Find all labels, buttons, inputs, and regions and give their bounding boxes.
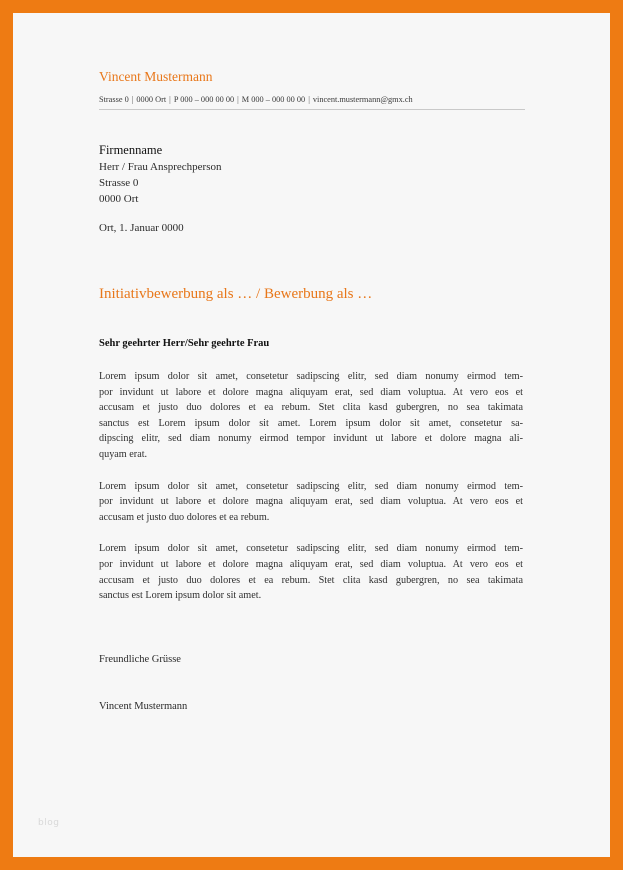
body-paragraph [99,479,523,526]
contact-separator: | [308,95,310,104]
body-paragraph [99,369,523,463]
paragraph-line: sanctus est Lorem ipsum dolor sit amet. Lorem ipsum dolor sit amet, consetetur sa- [99,417,523,429]
sender-name: Vincent Mustermann [99,69,213,84]
contact-mobile: M 000 – 000 00 00 [241,95,306,104]
paragraph-line: por invidunt ut labore et dolore magna aliquyam erat, sed diam voluptua. At vero eos et [99,496,523,508]
letter-date: Ort, 1. Januar 0000 [99,222,184,234]
paragraph-line: sanctus est Lorem ipsum dolor sit amet. [99,590,262,602]
salutation: Sehr geehrter Herr/Sehr geehrte Frau [99,338,270,349]
paragraph-line: accusam et justo duo dolores et ea rebum. Stet clita kasd gubergren, no sea takimata [99,402,523,414]
closing-phrase: Freundliche Grüsse [99,654,181,665]
recipient-address [99,141,222,207]
recipient-person: Herr / Frau Ansprechperson [99,161,222,173]
paragraph-line: quyam erat. [99,448,148,460]
paragraph-line: accusam et justo duo dolores et ea rebum. Stet clita kasd gubergren, no sea takimata [99,574,523,586]
contact-place: 0000 Ort [136,95,167,104]
watermark: blog [38,818,60,828]
paragraph-line: accusam et justo duo dolores et ea rebum. [99,511,270,523]
contact-email: vincent.mustermann@gmx.ch [312,95,413,104]
paragraph-line: Lorem ipsum dolor sit amet, consetetur sadipscing elitr, sed diam nonumy eirmod tem- [99,543,523,555]
paragraph-line: Lorem ipsum dolor sit amet, consetetur sadipscing elitr, sed diam nonumy eirmod tem- [99,480,523,492]
recipient-place: 0000 Ort [99,193,139,205]
contact-street: Strasse 0 [99,95,129,104]
paragraph-line: por invidunt ut labore et dolore magna aliquyam erat, sed diam voluptua. At vero eos et [99,386,523,398]
signature-name: Vincent Mustermann [99,701,188,712]
contact-separator: | [169,95,171,104]
paragraph-line: Lorem ipsum dolor sit amet, consetetur sadipscing elitr, sed diam nonumy eirmod tem- [99,371,523,382]
contact-phone: P 000 – 000 00 00 [173,95,235,104]
contact-separator: | [237,95,239,104]
contact-line [99,95,525,110]
recipient-street: Strasse 0 [99,177,139,189]
letter-body [99,369,523,620]
letter-page [13,13,610,857]
paragraph-line: dipscing elitr, sed diam nonumy eirmod tempor invidunt ut labore et dolore magna ali- [99,433,523,445]
body-paragraph [99,541,523,603]
paragraph-line: por invidunt ut labore et dolore magna aliquyam erat, sed diam voluptua. At vero eos et [99,558,523,570]
contact-separator: | [131,95,134,104]
recipient-company: Firmenname [99,143,163,157]
letter-subject: Initiativbewerbung als … / Bewerbung als … [99,286,373,302]
